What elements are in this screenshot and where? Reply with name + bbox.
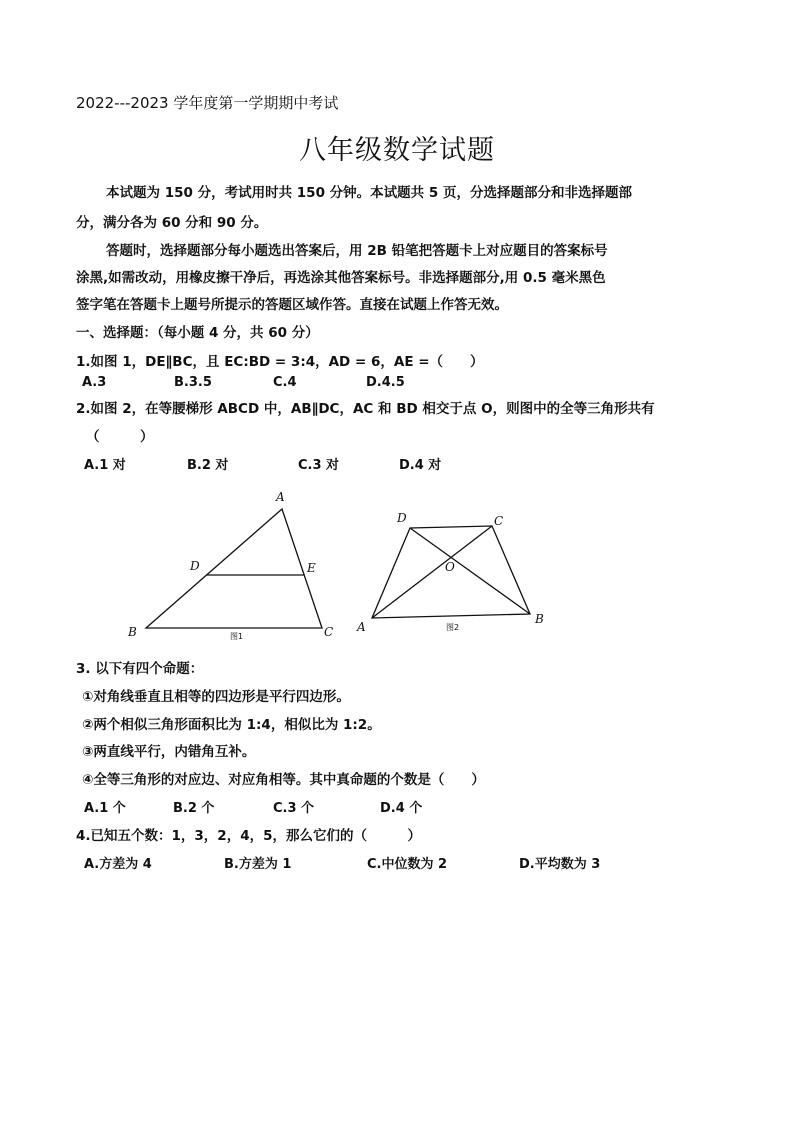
label-c: C — [324, 625, 334, 639]
proposition-4: ④全等三角形的对应边、对应角相等。其中真命题的个数是（ ） — [82, 772, 485, 788]
proposition-2: ②两个相似三角形面积比为 1:4，相似比为 1:2。 — [82, 717, 381, 733]
instruction-line: 答题时，选择题部分每小题选出答案后，用 2B 铅笔把答题卡上对应题目的答案标号 — [106, 243, 608, 259]
q4-option-d: D.平均数为 3 — [519, 857, 601, 872]
question-1-stem: 1.如图 1，DE∥BC，且 EC:BD = 3:4，AD = 6，AE =（ ） — [76, 354, 484, 370]
label-b: B — [535, 612, 544, 626]
q1-option-b: B.3.5 — [174, 375, 212, 390]
exam-header: 2022---2023 学年度第一学期期中考试 — [76, 94, 339, 112]
question-2-stem: 2.如图 2，在等腰梯形 ABCD 中，AB∥DC，AC 和 BD 相交于点 O，则图中的全等三角形共有 — [76, 401, 655, 417]
instruction-line: 分，满分各为 60 分和 90 分。 — [76, 215, 268, 231]
q1-option-c: C.4 — [273, 375, 297, 390]
q3-option-d: D.4 个 — [380, 801, 423, 816]
triangle-abc — [146, 509, 322, 628]
q1-option-d: D.4.5 — [366, 375, 405, 390]
q4-option-c: C.中位数为 2 — [367, 857, 448, 872]
question-4-stem: 4.已知五个数：1，3，2，4，5，那么它们的（ ） — [76, 828, 421, 844]
q2-option-c: C.3 对 — [298, 458, 340, 473]
diagonal-ac — [372, 526, 492, 618]
proposition-3: ③两直线平行，内错角互补。 — [82, 744, 256, 760]
label-c: C — [494, 514, 504, 528]
q2-option-d: D.4 对 — [399, 458, 442, 473]
figure-2-caption: 图2 — [446, 623, 460, 632]
q2-option-a: A.1 对 — [84, 458, 126, 473]
label-e: E — [307, 561, 316, 575]
q2-option-b: B.2 对 — [187, 458, 229, 473]
instruction-line: 涂黑,如需改动，用橡皮擦干净后，再选涂其他答案标号。非选择题部分,用 0.5 毫米黑色 — [76, 270, 606, 286]
instruction-line: 签字笔在答题卡上题号所提示的答题区域作答。直接在试题上作答无效。 — [76, 297, 508, 313]
proposition-1: ①对角线垂直且相等的四边形是平行四边形。 — [82, 689, 350, 705]
page-title: 八年级数学试题 — [299, 135, 495, 166]
question-2-answer-blank: （ ） — [86, 429, 154, 445]
q4-option-b: B.方差为 1 — [224, 857, 292, 872]
label-d: D — [397, 511, 407, 525]
label-o: O — [445, 560, 455, 574]
instruction-line: 本试题为 150 分，考试用时共 150 分钟。本试题共 5 页，分选择题部分和非选择题部 — [106, 185, 632, 201]
figure-2-trapezoid — [356, 511, 544, 634]
q1-option-a: A.3 — [82, 375, 107, 390]
question-3-stem: 3. 以下有四个命题： — [76, 661, 204, 677]
label-d: D — [190, 559, 200, 573]
section-heading: 一、选择题：（每小题 4 分，共 60 分） — [76, 325, 319, 341]
q3-option-b: B.2 个 — [173, 801, 215, 816]
label-a: A — [357, 620, 366, 634]
label-b: B — [128, 625, 137, 639]
label-a: A — [276, 490, 285, 504]
figure-1-triangle — [127, 490, 333, 641]
q3-option-a: A.1 个 — [84, 801, 126, 816]
q4-option-a: A.方差为 4 — [84, 857, 152, 872]
figure-1-caption: 图1 — [230, 632, 244, 641]
q3-option-c: C.3 个 — [273, 801, 315, 816]
